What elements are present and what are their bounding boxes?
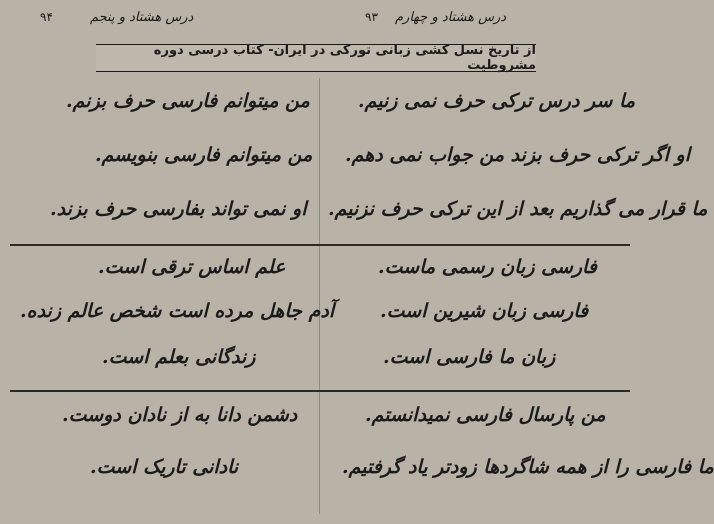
title-bar [96, 44, 536, 72]
lesson-label-left: درس هشتاد و پنجم [90, 10, 194, 25]
right-line-3-2: ما فارسی را از همه شاگردها زودتر یاد گرفتیم. [342, 456, 714, 478]
left-line-1-1: من میتوانم فارسی حرف بزنم. [66, 90, 310, 112]
left-line-1-3: او نمی تواند بفارسی حرف بزند. [50, 198, 307, 220]
right-line-3-1: من پارسال فارسی نمیدانستم. [365, 404, 606, 426]
left-line-2-1: علم اساس ترقی است. [98, 256, 286, 278]
left-line-2-2: آدم جاهل مرده است شخص عالم زنده. [20, 300, 335, 322]
right-line-2-1: فارسی زبان رسمی ماست. [378, 256, 597, 278]
page-number-left: ۹۴ [40, 10, 53, 24]
page-number-right: ۹۳ [365, 10, 378, 24]
left-line-3-2: نادانی تاریک است. [90, 456, 239, 478]
section-divider-2 [10, 390, 630, 392]
column-divider [319, 78, 320, 514]
right-line-1-2: او اگر ترکی حرف بزند من جواب نمی دهم. [345, 144, 691, 166]
lesson-header-right [365, 10, 507, 25]
right-line-2-2: فارسی زبان شیرین است. [380, 300, 589, 322]
section-divider-1 [10, 244, 630, 246]
right-line-1-3: ما قرار می گذاریم بعد از این ترکی حرف نزنیم. [328, 198, 708, 220]
left-line-1-2: من میتوانم فارسی بنویسم. [95, 144, 313, 166]
right-line-2-3: زبان ما فارسی است. [383, 346, 556, 368]
right-line-1-1: ما سر درس ترکی حرف نمی زنیم. [358, 90, 636, 112]
left-line-2-3: زندگانی بعلم است. [102, 346, 256, 368]
lesson-header-left [40, 10, 194, 25]
page-title: از تاریخ نسل کشی زبانی تورکی در ایران- کتاب درسی دوره مشروطیت [153, 43, 536, 73]
left-line-3-1: دشمن دانا به از نادان دوست. [62, 404, 298, 426]
lesson-label-right: درس هشتاد و چهارم [395, 10, 507, 25]
